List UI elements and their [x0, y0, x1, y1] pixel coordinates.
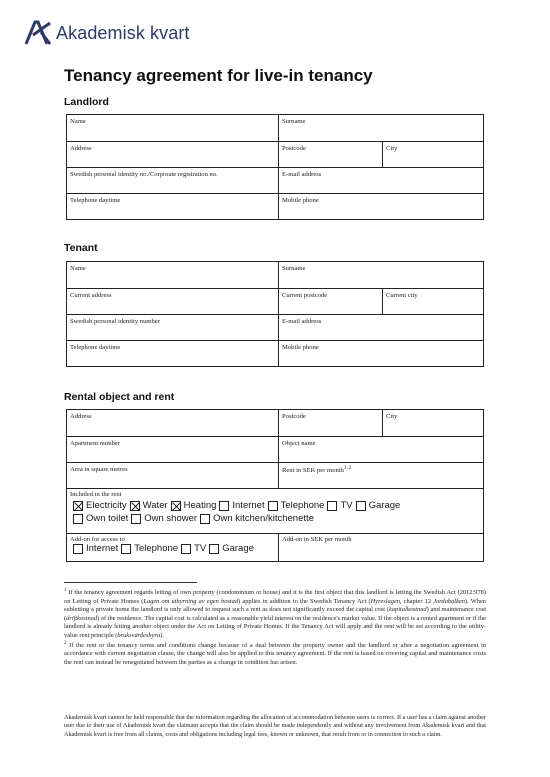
tenant-mobile-field[interactable]: Mobile phone: [278, 341, 483, 366]
included-checkbox[interactable]: [200, 514, 210, 524]
included-option-telephone[interactable]: [268, 500, 325, 511]
landlord-name-field[interactable]: Name: [70, 118, 86, 125]
footnote-1-text-k: ) of the residence. The capital cost is calculated as a reasonable yield interest on the residence's market value. If the object is a rented apartment or if the landlord is already letting another object under the Act on Letting of Private Homes. If the Tenancy Act will apply and the rent will be set according to the utility-value rent principle (: [64, 614, 486, 640]
tenant-row-address: [67, 288, 483, 314]
addon-checkbox[interactable]: [73, 544, 83, 554]
tenant-postcode-field[interactable]: Current postcode: [278, 289, 382, 314]
included-option-label: Own toilet: [86, 513, 129, 524]
rental-row-included: [67, 488, 483, 533]
tenant-city-field[interactable]: Current city: [382, 289, 483, 314]
footnote-1-text-c: ) applies in addition to the Swedish Tenancy Act (: [238, 597, 371, 605]
footnote-1: [64, 588, 486, 641]
logo-mark-icon: [24, 20, 52, 46]
footnote-1-text-j: driftkostnad: [66, 614, 98, 622]
addon-option-telephone[interactable]: [121, 544, 178, 554]
footnote-1-text-i: ) and maintenance cost (: [64, 606, 486, 622]
tenant-phone-field[interactable]: Telephone daytime: [70, 344, 121, 351]
rental-rent-field[interactable]: [278, 463, 483, 488]
included-option-label: Water: [142, 500, 168, 511]
tenant-surname-field[interactable]: Surname: [278, 262, 483, 288]
footnote-2: [64, 641, 486, 668]
tenant-id-field[interactable]: Swedish personal identity number: [70, 318, 160, 325]
addon-option-label: TV: [194, 543, 207, 555]
included-checkbox[interactable]: [356, 501, 366, 511]
included-option-internet[interactable]: [219, 500, 264, 511]
footnote-1-text-m: ).: [160, 632, 164, 640]
footnote-2-number: 2: [64, 640, 67, 646]
included-option-heating[interactable]: [171, 500, 217, 511]
addon-rent-field[interactable]: Add-on in SEK per month: [278, 534, 483, 561]
footnote-1-text-a: If the tenancy agreement regards letting of own property (condominium or house) and it is the first object that this landlord is letting the Swedish Act (2012:978) on Letting of Private Homes (: [64, 589, 486, 605]
included-checkbox[interactable]: [219, 501, 229, 511]
footnote-1-text-f: Jordabalken: [433, 597, 465, 605]
addon-option-tv[interactable]: [181, 544, 206, 554]
addon-option-garage[interactable]: [209, 544, 254, 554]
footnote-1-text-e: , chapter 12: [399, 597, 434, 605]
included-option-label: Heating: [183, 500, 217, 511]
landlord-mobile-field[interactable]: Mobile phone: [278, 194, 483, 219]
landlord-surname-field[interactable]: Surname: [278, 115, 483, 141]
addon-checkbox[interactable]: [209, 544, 219, 554]
rental-postcode-field[interactable]: Postcode: [278, 410, 382, 436]
addon-checkbox[interactable]: [181, 544, 191, 554]
logo-text: Akademisk kvart: [56, 22, 190, 43]
landlord-email-field[interactable]: E-mail address: [278, 168, 483, 193]
addon-label: Add-on for access to: [70, 536, 125, 543]
addon-option-label: Garage: [222, 543, 254, 555]
footnotes: [64, 588, 486, 667]
addon-option-label: Internet: [86, 543, 119, 555]
included-checkbox[interactable]: [131, 514, 141, 524]
included-option-label: Own shower: [144, 513, 198, 524]
landlord-id-field[interactable]: Swedish personal identity no./Corporate registration no.: [70, 171, 218, 178]
footnote-1-text-b: Lagen om uthyrning av egen bostad: [143, 597, 239, 605]
disclaimer: Akademisk kvart cannot be held responsible that the information regarding the allocation of accommodation between users is correct. If a user has a claim against another user due to their use of Akademisk kvart the claimant accepts that the claim should be made independently and without any involvement from Akademisk kvart and that Akademisk kvart is free from all claims, costs and obligations including legal fees, known or unknown, that result from or in connection to such a claim.: [64, 714, 486, 738]
addon-checkbox[interactable]: [121, 544, 131, 554]
brand-logo: [24, 20, 190, 46]
landlord-row-phone: [67, 193, 483, 219]
included-option-label: Telephone: [280, 500, 325, 511]
footnote-1-text-l: bruksvärdeshyra: [117, 632, 161, 640]
footnote-2-text: If the rent or the tenancy terms and conditions change because of a deal between the property owner and the landlord or after a negotiation agreement in accordance with current negotiation clause, the change will also be applied to this tenancy agreement. If the rent is based on covering capital and maintenance costs the rent can instead be renegotiated between the parties as a change in condition has arisen.: [64, 641, 486, 666]
tenant-heading: Tenant: [64, 242, 98, 254]
rental-apartment-field[interactable]: Apartment number: [70, 440, 120, 447]
included-checkbox[interactable]: [73, 514, 83, 524]
tenant-name-field[interactable]: Name: [70, 265, 86, 272]
included-option-tv[interactable]: [327, 500, 352, 511]
landlord-heading: Landlord: [64, 96, 109, 108]
included-option-electricity[interactable]: [73, 500, 127, 511]
addon-checkbox-line: [70, 544, 275, 554]
rental-row-address: [67, 410, 483, 436]
included-option-label: Garage: [368, 500, 401, 511]
addon-option-label: Telephone: [134, 543, 179, 555]
included-option-water[interactable]: [130, 500, 168, 511]
included-option-label: Own kitchen/kitchenette: [213, 513, 314, 524]
included-option-own-kitchen-kitchenette[interactable]: [200, 513, 314, 524]
included-option-own-toilet[interactable]: [73, 513, 128, 524]
included-option-garage[interactable]: [356, 500, 401, 511]
included-checkbox[interactable]: [171, 501, 181, 511]
rental-row-area: [67, 462, 483, 488]
document-title: Tenancy agreement for live-in tenancy: [64, 66, 373, 85]
landlord-row-id: [67, 167, 483, 193]
rental-object-name-field[interactable]: Object name: [278, 437, 483, 462]
landlord-address-field[interactable]: Address: [70, 145, 92, 152]
landlord-phone-field[interactable]: Telephone daytime: [70, 197, 121, 204]
landlord-postcode-field[interactable]: Postcode: [278, 142, 382, 167]
tenant-table: [66, 261, 484, 367]
addon-cell: [67, 534, 278, 561]
landlord-city-field[interactable]: City: [382, 142, 483, 167]
tenant-row-phone: [67, 340, 483, 366]
landlord-row-address: [67, 141, 483, 167]
landlord-table: [66, 114, 484, 220]
included-checkbox-line-1: [70, 500, 480, 511]
tenant-email-field[interactable]: E-mail address: [278, 315, 483, 340]
included-checkbox[interactable]: [268, 501, 278, 511]
rental-city-field[interactable]: City: [382, 410, 483, 436]
included-checkbox[interactable]: [327, 501, 337, 511]
footnote-1-text-g: ). When subletting a private home the landlord is only allowed to request such a rent as does not significantly exceed the capital cost (: [64, 597, 486, 614]
footnote-1-text-d: Hyreslagen: [370, 597, 400, 605]
footnote-1-number: 1: [64, 588, 67, 593]
tenant-row-name: [67, 262, 483, 288]
rental-row-addon: [67, 533, 483, 561]
included-checkbox-line-2: [70, 513, 480, 524]
included-label: Included in the rent: [70, 491, 122, 498]
included-checkbox[interactable]: [73, 501, 83, 511]
tenant-row-id: [67, 314, 483, 340]
included-option-label: Electricity: [86, 500, 127, 511]
rental-row-apartment: [67, 436, 483, 462]
footnote-separator: [64, 582, 197, 583]
rental-rent-label: Rent in SEK per month: [282, 467, 344, 475]
included-option-label: TV: [340, 500, 353, 511]
rental-heading: Rental object and rent: [64, 391, 175, 403]
included-option-own-shower[interactable]: [131, 513, 197, 524]
rental-address-field[interactable]: Address: [70, 413, 92, 420]
footnote-1-text-h: kapitalkostnad: [388, 606, 427, 614]
included-checkbox[interactable]: [130, 501, 140, 511]
landlord-row-name: [67, 115, 483, 141]
rental-rent-footnote-ref: 1, 2: [343, 466, 352, 471]
included-option-label: Internet: [232, 500, 265, 511]
rental-table: [66, 409, 484, 562]
addon-option-internet[interactable]: [73, 544, 118, 554]
rental-area-field[interactable]: Area in square metres: [70, 466, 128, 473]
tenant-address-field[interactable]: Current address: [70, 292, 112, 299]
